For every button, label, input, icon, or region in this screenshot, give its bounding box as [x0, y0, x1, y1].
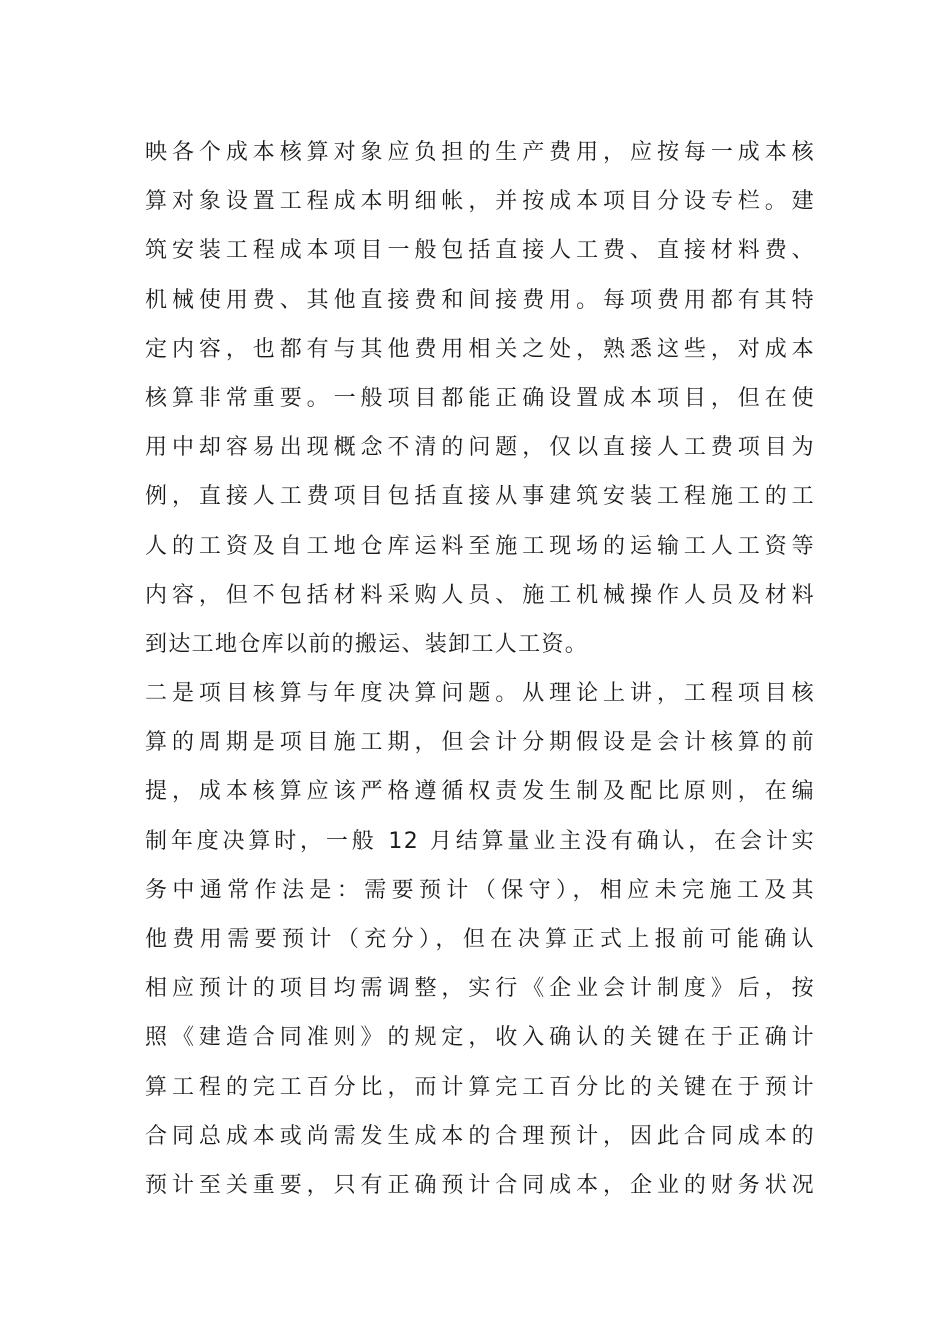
text-line: 用中却容易出现概念不清的问题，仅以直接人工费项目为	[145, 435, 815, 461]
text-line: 务中通常作法是：需要预计（保守），相应未完施工及其	[145, 877, 815, 903]
text-line: 人的工资及自工地仓库运料至施工现场的运输工人工资等	[145, 533, 815, 559]
text-line: 算的周期是项目施工期，但会计分期假设是会计核算的前	[145, 730, 815, 756]
text-line: 他费用需要预计（充分），但在决算正式上报前可能确认	[145, 927, 815, 952]
text-line: 例，直接人工费项目包括直接从事建筑安装工程施工的工	[145, 484, 815, 510]
text-line: 定内容，也都有与其他费用相关之处，熟悉这些，对成本	[145, 336, 815, 362]
text-line: 到达工地仓库以前的搬运、装卸工人工资。	[145, 631, 589, 657]
text-line: 合同总成本或尚需发生成本的合理预计，因此合同成本的	[145, 1123, 815, 1149]
text-line: 提，成本核算应该严格遵循权责发生制及配比原则，在编	[145, 779, 815, 805]
text-line: 照《建造合同准则》的规定，收入确认的关键在于正确计	[145, 1025, 815, 1051]
document-body	[145, 128, 815, 1210]
text-line: 筑安装工程成本项目一般包括直接人工费、直接材料费、	[145, 238, 815, 264]
paragraph-2	[145, 669, 815, 1210]
text-line: 机械使用费、其他直接费和间接费用。每项费用都有其特	[145, 287, 815, 313]
text-line: 预计至关重要，只有正确预计合同成本，企业的财务状况	[145, 1172, 815, 1198]
text-line: 算对象设置工程成本明细帐，并按成本项目分设专栏。建	[145, 189, 815, 215]
text-line: 映各个成本核算对象应负担的生产费用，应按每一成本核	[145, 140, 815, 165]
text-line: 制年度决算时，一般 12 月结算量业主没有确认，在会计实	[145, 828, 815, 854]
text-line: 内容，但不包括材料采购人员、施工机械操作人员及材料	[145, 582, 815, 608]
paragraph-1	[145, 128, 815, 669]
text-line: 相应预计的项目均需调整，实行《企业会计制度》后，按	[145, 976, 815, 1002]
text-line: 二是项目核算与年度决算问题。从理论上讲，工程项目核	[145, 681, 815, 707]
text-line: 算工程的完工百分比，而计算完工百分比的关键在于预计	[145, 1074, 815, 1100]
text-line: 核算非常重要。一般项目都能正确设置成本项目，但在使	[145, 385, 815, 411]
